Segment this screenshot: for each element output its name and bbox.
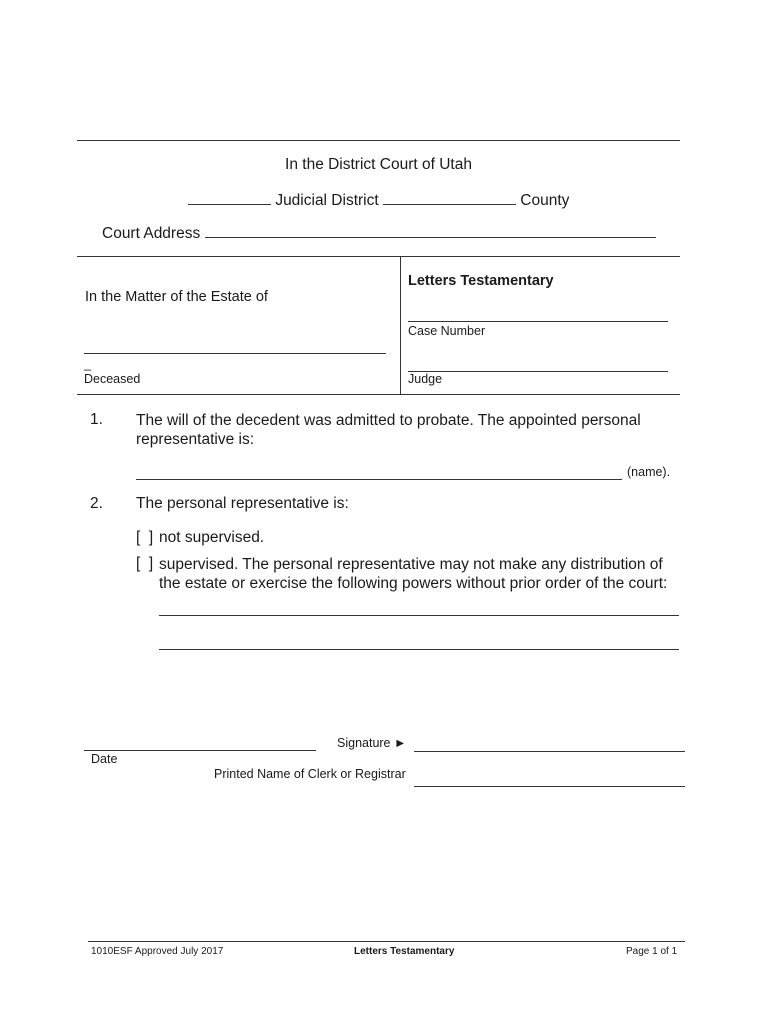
court-address-field[interactable] xyxy=(205,223,656,238)
court-address-label: Court Address xyxy=(102,225,201,242)
district-county-line xyxy=(188,190,569,210)
signature-field[interactable] xyxy=(414,751,685,752)
printed-name-label: Printed Name of Clerk or Registrar xyxy=(214,767,406,781)
signature-label: Signature ► xyxy=(337,736,407,750)
deceased-label: Deceased xyxy=(84,372,141,386)
document-title: Letters Testamentary xyxy=(408,273,554,289)
not-supervised-label: not supervised. xyxy=(159,529,265,546)
date-label: Date xyxy=(91,752,118,766)
case-number-field[interactable] xyxy=(408,321,668,322)
item-2-text: The personal representative is: xyxy=(136,495,349,512)
footer-form-id: 1010ESF Approved July 2017 xyxy=(91,946,224,957)
district-label: Judicial District xyxy=(275,192,379,209)
county-field[interactable] xyxy=(383,190,516,205)
county-label: County xyxy=(520,192,570,209)
name-label: (name). xyxy=(627,465,671,479)
item-1-text: The will of the decedent was admitted to probate. The appointed personal representative is: xyxy=(136,412,641,448)
printed-name-field[interactable] xyxy=(414,786,685,787)
powers-field-2[interactable] xyxy=(159,649,679,650)
top-rule xyxy=(77,140,680,141)
supervised-label: supervised. The personal representative may not make any distribution of the estate or exercise the following powers without prior order of the court: xyxy=(159,556,668,592)
case-number-label: Case Number xyxy=(408,324,486,338)
court-heading: In the District Court of Utah xyxy=(285,156,472,173)
caption-top-rule xyxy=(77,256,680,257)
caption-divider xyxy=(400,256,401,394)
deceased-mark: _ xyxy=(84,357,91,371)
supervised-checkbox[interactable]: [ ] xyxy=(136,555,154,572)
caption-bottom-rule xyxy=(77,394,680,395)
judge-label: Judge xyxy=(408,372,443,386)
representative-name-field[interactable] xyxy=(136,479,622,480)
not-supervised-checkbox[interactable]: [ ] xyxy=(136,529,154,546)
footer-page: Page 1 of 1 xyxy=(626,946,678,957)
date-field[interactable] xyxy=(84,750,316,751)
powers-field-1[interactable] xyxy=(159,615,679,616)
court-address-line xyxy=(102,223,656,243)
decedent-name-field[interactable] xyxy=(84,353,386,354)
item-1-number: 1. xyxy=(90,411,103,428)
footer-rule xyxy=(88,941,685,942)
judge-field[interactable] xyxy=(408,371,668,372)
district-field[interactable] xyxy=(188,190,271,205)
estate-matter-label: In the Matter of the Estate of xyxy=(85,289,268,305)
item-2-number: 2. xyxy=(90,495,103,512)
footer-title: Letters Testamentary xyxy=(354,946,455,957)
